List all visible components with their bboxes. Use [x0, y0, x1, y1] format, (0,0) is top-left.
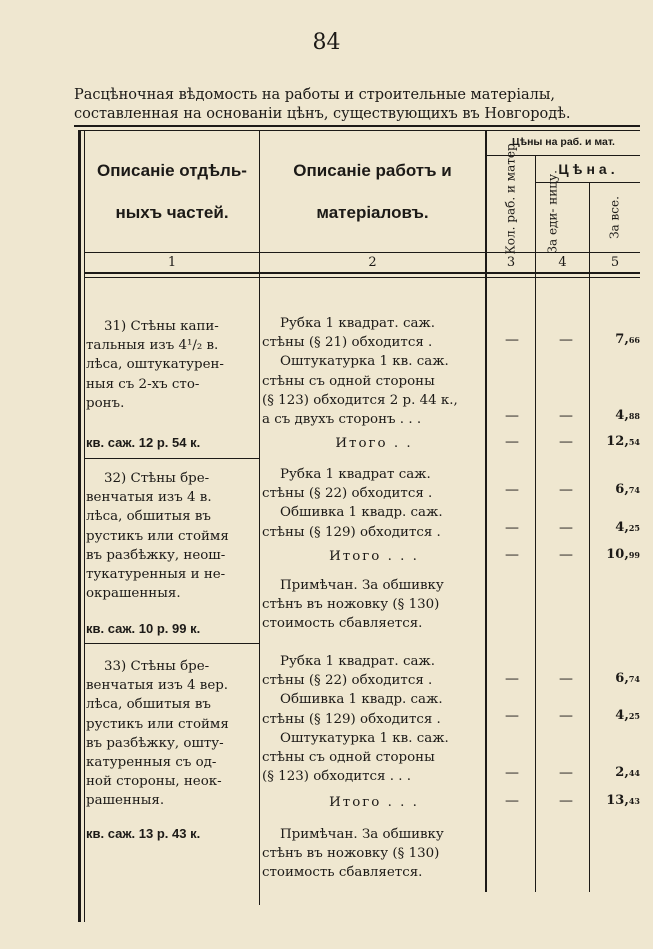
entry-32-qty-dash: —: [505, 520, 519, 536]
entry-33-total-frac: 43: [628, 796, 640, 806]
entry-31-unit-dash: —: [559, 408, 573, 424]
header-column-2: [260, 150, 485, 234]
entry-32-work-line: стѣны (§ 129) обходится .: [262, 524, 441, 540]
header-column-3-label: Кол. раб. и матер.: [503, 139, 518, 255]
entry-32-unit-dash: —: [559, 520, 573, 536]
entry-33-qty-dash: —: [505, 765, 519, 781]
entry-32-unit-dash: —: [559, 482, 573, 498]
entry-33-desc-line: лѣса, обшитыя въ: [86, 697, 211, 713]
entry-32-unit-price: кв. саж. 10 р. 99 к.: [86, 621, 201, 636]
entry-31-desc-line: ронъ.: [86, 395, 125, 411]
entry-31-unit-dash: —: [559, 332, 573, 348]
entry-31-unit-dash: —: [559, 434, 573, 450]
entry-33-work-line: Оштукатурка 1 кв. саж.: [280, 730, 449, 746]
entry-32-desc-line: окрашенныя.: [86, 586, 181, 602]
entry-32-work-line: Рубка 1 квадрат саж.: [280, 467, 431, 482]
entry-33-desc-line: ной стороны, неок-: [86, 774, 222, 790]
column-number-2: 2: [368, 255, 377, 270]
entry-31-total: 12,54: [606, 434, 640, 449]
entry-33-value-3-int: 2: [615, 765, 625, 780]
column-divider-1: [259, 130, 260, 905]
column-number-5: 5: [610, 255, 620, 270]
entry-32-value-1: 6,74: [615, 482, 640, 497]
header-column-2-line-2: матеріаловъ.: [316, 203, 429, 222]
entry-33-desc-line: рустикъ или стоймя: [86, 716, 229, 732]
entry-31-desc-line: 31) Стѣны капи-: [104, 319, 219, 334]
entry-32-desc-line: рустикъ или стоймя: [86, 528, 229, 544]
entry-31-desc-line: тальныя изъ 4¹/₂ в.: [86, 338, 219, 354]
entry-31-total-label: Итого . .: [335, 436, 413, 451]
title-line-1: Расцѣночная вѣдомость на работы и строительные матеріалы,: [74, 87, 555, 103]
entry-33-note-line: стоимость сбавляется.: [262, 865, 423, 881]
entry-33-value-2-int: 4: [615, 708, 625, 723]
entry-33-work: [262, 652, 486, 786]
entry-33-work-line: Рубка 1 квадрат. саж.: [280, 654, 436, 669]
entry-33-work-line: стѣны съ одной стороны: [262, 750, 435, 766]
entry-32-note-line: Примѣчан. За обшивку: [280, 578, 444, 593]
header-column-4-label: За еди- ницу.: [545, 170, 560, 254]
entry-33-desc-line: рашенныя.: [86, 793, 165, 809]
column-number-3: 3: [506, 255, 516, 270]
entry-33-desc-line: венчатыя изъ 4 вер.: [86, 678, 229, 694]
entry-33-unit-dash: —: [559, 708, 573, 724]
header-prices-label: Цѣны на раб. и мат.: [512, 136, 615, 148]
entry-31-value-2-frac: 88: [628, 411, 640, 421]
entry-33-unit-price: кв. саж. 13 р. 43 к.: [86, 826, 201, 841]
entry-33-work-line: (§ 123) обходится . . .: [262, 769, 412, 785]
entry-31-work: [262, 314, 486, 429]
header-bottom-rule: [85, 272, 640, 274]
entry-32-desc-line: лѣса, обшитыя въ: [86, 509, 211, 525]
entry-32-work-line: стѣны (§ 22) обходится .: [262, 486, 433, 502]
entry-31-total-int: 12: [606, 434, 625, 449]
entry-32-value-1-int: 6: [615, 482, 625, 497]
entry-32-desc-line: тукатуренныя и не-: [86, 567, 226, 583]
entry-33-desc-line: въ разбѣжку, ошту-: [86, 735, 224, 751]
entry-31-unit-price: кв. саж. 12 р. 54 к.: [86, 435, 201, 450]
entry-32-desc-line: въ разбѣжку, неош-: [86, 547, 226, 563]
table-border-left-inner: [84, 130, 85, 922]
row-rule-32: [85, 643, 259, 644]
title-line-2: составленная на основаніи цѣнъ, существующихъ въ Новгородѣ.: [74, 105, 640, 127]
entry-32-description: [86, 469, 258, 603]
entry-32-note-line: стоимость сбавляется.: [262, 616, 423, 632]
entry-33-total-int: 13: [606, 793, 625, 808]
entry-32-total-int: 10: [606, 547, 625, 562]
entry-32-qty-dash: —: [505, 547, 519, 563]
page-title: [74, 86, 640, 127]
entry-33-qty-dash: —: [505, 708, 519, 724]
entry-31-work-line: Оштукатурка 1 кв. саж.: [280, 354, 449, 370]
entry-31-desc-line: лѣса, оштукатурен-: [86, 357, 224, 373]
header-column-1-line-2: ныхъ частей.: [115, 203, 229, 222]
entry-31-desc-line: ныя съ 2-хъ сто-: [86, 376, 200, 392]
entry-33-note-line: Примѣчан. За обшивку: [280, 827, 444, 842]
entry-31-qty-dash: —: [505, 408, 519, 424]
entry-32-qty-dash: —: [505, 482, 519, 498]
entry-32-desc-line: венчатыя изъ 4 в.: [86, 490, 212, 506]
entry-32-total-frac: 99: [628, 550, 640, 560]
entry-31-total-frac: 54: [628, 437, 640, 447]
entry-33-value-1: 6,74: [615, 671, 640, 686]
column-number-1: 1: [167, 255, 177, 270]
entry-31-work-line: стѣны (§ 21) обходится .: [262, 335, 433, 351]
entry-33-total: 13,43: [606, 793, 640, 808]
entry-32-work: [262, 465, 486, 542]
entry-31-value-2: 4,88: [615, 408, 640, 423]
entry-31-work-line: стѣны съ одной стороны: [262, 373, 435, 389]
entry-32-total-label: Итого . . .: [329, 549, 419, 564]
header-column-5-label: За все.: [607, 196, 622, 239]
entry-32-value-2-frac: 25: [628, 523, 640, 533]
entry-33-desc-line: 33) Стѣны бре-: [104, 659, 210, 674]
entry-33-value-2: 4,25: [615, 708, 640, 723]
entry-33-total-label: Итого . . .: [329, 795, 419, 810]
entry-31-qty-dash: —: [505, 434, 519, 450]
entry-33-description: [86, 657, 258, 811]
entry-32-note-line: стѣнъ въ ножовку (§ 130): [262, 597, 440, 613]
entry-31-work-line: Рубка 1 квадрат. саж.: [280, 316, 436, 331]
entry-33-value-1-int: 6: [615, 671, 625, 686]
entry-31-qty-dash: —: [505, 332, 519, 348]
entry-31-value-1: 7,66: [615, 332, 640, 347]
entry-31-value-2-int: 4: [615, 408, 625, 423]
entry-33-value-2-frac: 25: [628, 711, 640, 721]
entry-32-total: 10,99: [606, 547, 640, 562]
entry-33-note-line: стѣнъ въ ножовку (§ 130): [262, 846, 440, 862]
entry-33-desc-line: катуренныя съ од-: [86, 755, 217, 771]
entry-33-work-line: стѣны (§ 22) обходится .: [262, 673, 433, 689]
page-number: 84: [312, 30, 341, 55]
entry-32-desc-line: 32) Стѣны бре-: [104, 471, 210, 486]
entry-33-value-3-frac: 44: [628, 768, 640, 778]
column-divider-4: [589, 182, 590, 892]
entry-31-value-1-int: 7: [615, 332, 625, 347]
entry-33-work-line: Обшивка 1 квадр. саж.: [280, 692, 443, 708]
entry-32-value-2-int: 4: [615, 520, 625, 535]
entry-33-qty-dash: —: [505, 793, 519, 809]
entry-31-work-line: а съ двухъ сторонъ . . .: [262, 412, 422, 428]
table-border-left: [78, 130, 81, 922]
header-price-label: Цѣна.: [558, 161, 619, 177]
entry-32-unit-dash: —: [559, 547, 573, 563]
entry-33-note: [262, 825, 486, 883]
entry-33-unit-dash: —: [559, 793, 573, 809]
entry-32-value-1-frac: 74: [628, 485, 640, 495]
entry-33-value-3: 2,44: [615, 765, 640, 780]
entry-32-work-line: Обшивка 1 квадр. саж.: [280, 505, 443, 521]
header-bottom-rule-2: [85, 277, 640, 278]
entry-32-value-2: 4,25: [615, 520, 640, 535]
entry-33-value-1-frac: 74: [628, 674, 640, 684]
row-rule-31: [85, 458, 259, 459]
entry-33-unit-dash: —: [559, 671, 573, 687]
entry-33-qty-dash: —: [505, 671, 519, 687]
header-top-rule: [78, 130, 640, 131]
entry-32-note: [262, 576, 486, 634]
entry-31-value-1-frac: 66: [628, 335, 640, 345]
header-column-1-line-1: Описаніе отдѣль-: [97, 161, 247, 180]
entry-31-description: [86, 317, 258, 413]
column-number-4: 4: [558, 255, 567, 270]
entry-33-work-line: стѣны (§ 129) обходится .: [262, 711, 441, 727]
header-column-2-line-1: Описаніе работъ и: [293, 161, 452, 180]
entry-31-work-line: (§ 123) обходится 2 р. 44 к.,: [262, 392, 458, 408]
header-column-1: [86, 150, 258, 234]
entry-33-unit-dash: —: [559, 765, 573, 781]
